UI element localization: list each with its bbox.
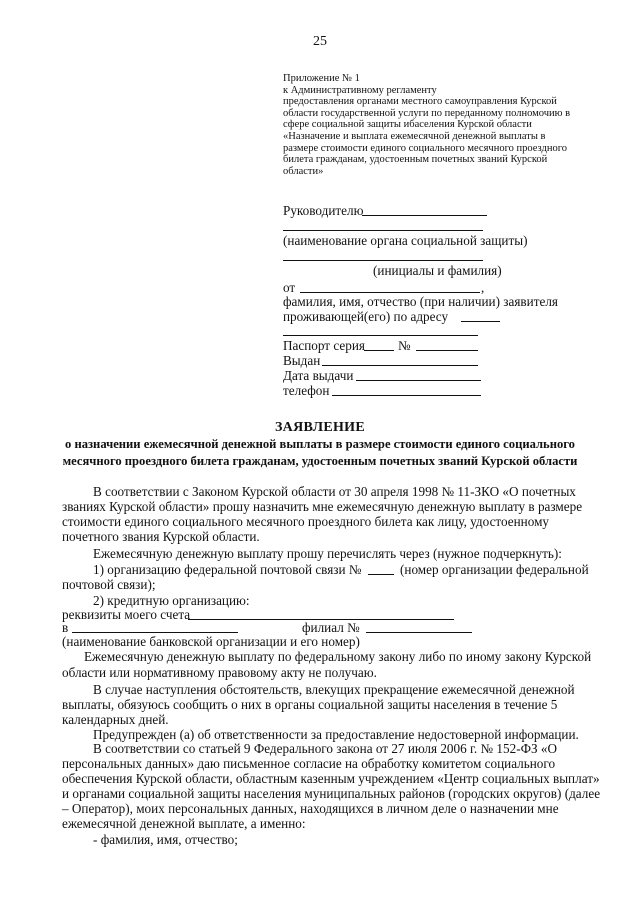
list-item: - фамилия, имя, отчество; [93, 832, 238, 847]
paragraph-line: званиях Курской области» прошу назначить мне ежемесячную денежную выплату в размере [62, 499, 583, 514]
branch-label: филиал № [302, 620, 360, 635]
account-label: реквизиты моего счета [62, 607, 191, 622]
branch-number-field[interactable] [366, 632, 472, 633]
postal-number-field[interactable] [368, 574, 394, 575]
address-field-2[interactable] [283, 335, 478, 336]
issue-date-field[interactable] [356, 380, 481, 381]
paragraph-line: Ежемесячную денежную выплату по федеральному закону либо по иному закону Курской [84, 649, 592, 664]
head-label: Руководителю [283, 203, 364, 218]
in-label: в [62, 620, 69, 635]
appendix-line: области государственной услуги по переданному полномочию в [283, 107, 571, 119]
page-number: 25 [313, 34, 327, 49]
issued-label: Выдан [283, 353, 321, 368]
applicant-caption: фамилия, имя, отчество (при наличии) заявителя [283, 294, 558, 309]
paragraph-line: – Оператор), моих персональных данных, находящихся в личном деле о назначении мне [62, 801, 559, 816]
paragraph-line: обеспечения Курской области, областным казенным учреждением «Центр социальных выплат» [62, 771, 600, 786]
paragraph-line: В соответствии с Законом Курской области от 30 апреля 1998 № 11-ЗКО «О почетных [93, 484, 576, 499]
bank-caption: (наименование банковской организации и его номер) [62, 634, 360, 649]
paragraph-line: В соответствии со статьей 9 Федерального закона от 27 июля 2006 г. № 152-ФЗ «О [93, 741, 558, 756]
paragraph-line: календарных дней. [62, 712, 169, 727]
appendix-line: Приложение № 1 [283, 73, 360, 84]
passport-series-field[interactable] [364, 350, 394, 351]
passport-label: Паспорт серия [283, 338, 365, 353]
bank-name-field[interactable] [72, 632, 238, 633]
applicant-name-field[interactable] [300, 292, 480, 293]
passport-number-field[interactable] [416, 350, 478, 351]
appendix-line: сфере социальной защиты ибаселения Курской области [283, 119, 532, 131]
paragraph-line: Предупрежден (а) об ответственности за предоставление недостоверной информации. [93, 727, 579, 742]
initials-caption: (инициалы и фамилия) [373, 263, 502, 278]
document-subtitle-line-2: месячного проездного билета гражданам, удостоенным почетных званий Курской области [62, 454, 578, 468]
paragraph-line: почтовой связи); [62, 577, 156, 592]
paragraph-line: ежемесячной денежной выплате, а именно: [62, 816, 306, 831]
appendix-line: области» [283, 165, 324, 177]
phone-field[interactable] [332, 395, 481, 396]
option-bank: 2) кредитную организацию: [93, 593, 250, 608]
appendix-block [283, 73, 570, 177]
appendix-line: к Административному регламенту [283, 84, 437, 96]
appendix-line: размере стоимости единого социального месячного проездного [283, 142, 567, 154]
issue-date-label: Дата выдачи [283, 368, 354, 383]
from-suffix: , [481, 280, 485, 295]
paragraph-line: Ежемесячную денежную выплату прошу перечислять через (нужное подчеркнуть): [93, 546, 562, 561]
appendix-line: «Назначение и выплата ежемесячной денежной выплаты в [283, 130, 546, 142]
option-postal-tail: (номер организации федеральной [400, 562, 589, 577]
appendix-line: билета гражданам, удостоенным почетных званий Курской [283, 154, 548, 166]
address-field[interactable] [461, 321, 500, 322]
paragraph-line: персональных данных» даю письменное согласие на обработку комитетом социального [62, 756, 556, 771]
document-subtitle-line-1: о назначении ежемесячной денежной выплаты в размере стоимости единого социального [65, 437, 575, 451]
from-label: от [283, 280, 296, 295]
appendix-line: предоставления органами местного самоуправления Курской [283, 96, 557, 108]
initials-field[interactable] [283, 260, 483, 261]
residing-label: проживающей(его) по адресу [283, 309, 449, 324]
paragraph-line: и органами социальной защиты населения муниципальных районов (городских округов) (далее [62, 786, 601, 801]
paragraph-line: стоимости единого социального месячного проездного билета как лицу, удостоенному [62, 514, 550, 529]
paragraph-line: области или нормативному правовому акту не получаю. [62, 665, 377, 680]
paragraph-line: почетного звания Курской области. [62, 529, 260, 544]
issued-field[interactable] [322, 365, 478, 366]
document-title: ЗАЯВЛЕНИЕ [274, 420, 365, 435]
head-name-field[interactable] [362, 215, 487, 216]
organ-name-field[interactable] [283, 230, 483, 231]
organ-caption: (наименование органа социальной защиты) [283, 233, 528, 248]
phone-label: телефон [283, 383, 330, 398]
option-postal: 1) организацию федеральной почтовой связи № [93, 562, 362, 577]
passport-number-label: № [398, 338, 411, 353]
paragraph-line: В случае наступления обстоятельств, влекущих прекращение ежемесячной денежной [93, 682, 575, 697]
paragraph-line: выплаты, обязуюсь сообщить о них в органы социальной защиты населения в течение 5 [62, 697, 558, 712]
